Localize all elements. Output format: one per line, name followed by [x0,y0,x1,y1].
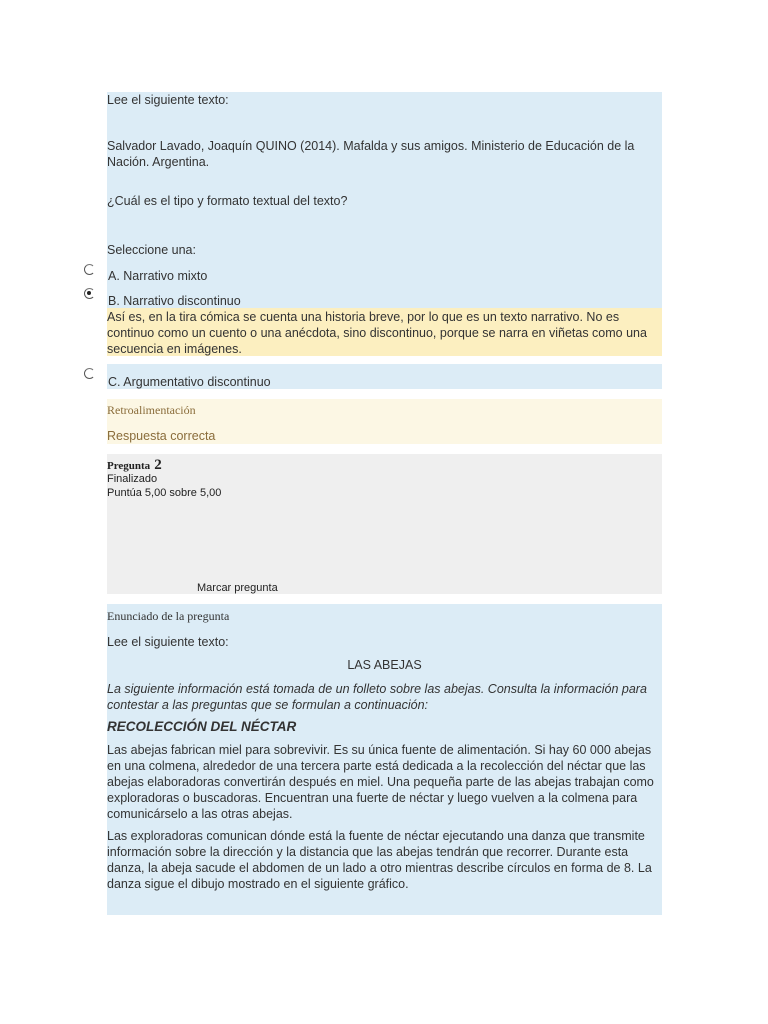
question1-intro: Lee el siguiente texto: [107,93,229,107]
bees-paragraph-1: Las abejas fabrican miel para sobrevivir. Es su única fuente de alimentación. Si hay 60 000 abejas en una colmena, alrededor de una tercera parte está dedicada a la recolección del néctar que las abejas elaboradoras convertirán después en miel. Una pequeña parte de las abejas trabajan como exploradoras o buscadoras. Encuentran una fuerte de néctar y luego vuelven a la colmena para comunicárselo a las otras abejas. [107,743,654,821]
option-c-label[interactable]: C. Argumentativo discontinuo [108,375,271,389]
answer-explanation: Así es, en la tira cómica se cuenta una historia breve, por lo que es un texto narrativo. No es continuo como un cuento o una anécdota, sino discontinuo, porque se narra en viñetas como una secuencia en imágenes. [107,310,647,356]
option-a-label[interactable]: A. Narrativo mixto [108,269,208,283]
question1-citation: Salvador Lavado, Joaquín QUINO (2014). Mafalda y sus amigos. Ministerio de Educación de la Nación. Argentina. [107,139,635,169]
flag-question-link[interactable]: Marcar pregunta [197,582,278,594]
feedback-text: Respuesta correcta [107,429,216,443]
question2-number: 2 [154,457,162,473]
question1-question: ¿Cuál es el tipo y formato textual del texto? [107,194,348,208]
option-b-label[interactable]: B. Narrativo discontinuo [108,294,241,308]
bees-paragraph-2: Las exploradoras comunican dónde está la fuente de néctar ejecutando una danza que transmite información sobre la dirección y la distancia que las abejas tendrán que recorrer. Durante esta danza, la abeja sacude el abdomen de un lado a otro mientras describe círculos en forma de 8. La danza sigue el dibujo mostrado en el siguiente gráfico. [107,829,652,891]
option-c-radio[interactable] [84,368,95,379]
question2-label-word: Pregunta [107,460,151,472]
question2-score: Puntúa 5,00 sobre 5,00 [107,487,222,499]
bees-title: LAS ABEJAS [347,658,422,672]
question2-label [107,456,162,474]
question2-status: Finalizado [107,473,158,485]
bees-subtitle: RECOLECCIÓN DEL NÉCTAR [107,719,297,734]
option-b-radio[interactable] [84,288,95,299]
question2-info-block [107,454,662,594]
bees-lead: La siguiente información está tomada de un folleto sobre las abejas. Consulta la información para contestar a las preguntas que se formulan a continuación: [107,682,647,712]
question2-statement-title: Enunciado de la pregunta [107,609,230,623]
feedback-title: Retroalimentación [107,403,196,417]
question2-intro: Lee el siguiente texto: [107,635,229,649]
option-a-radio[interactable] [84,264,95,275]
question1-prompt: Seleccione una: [107,243,196,257]
